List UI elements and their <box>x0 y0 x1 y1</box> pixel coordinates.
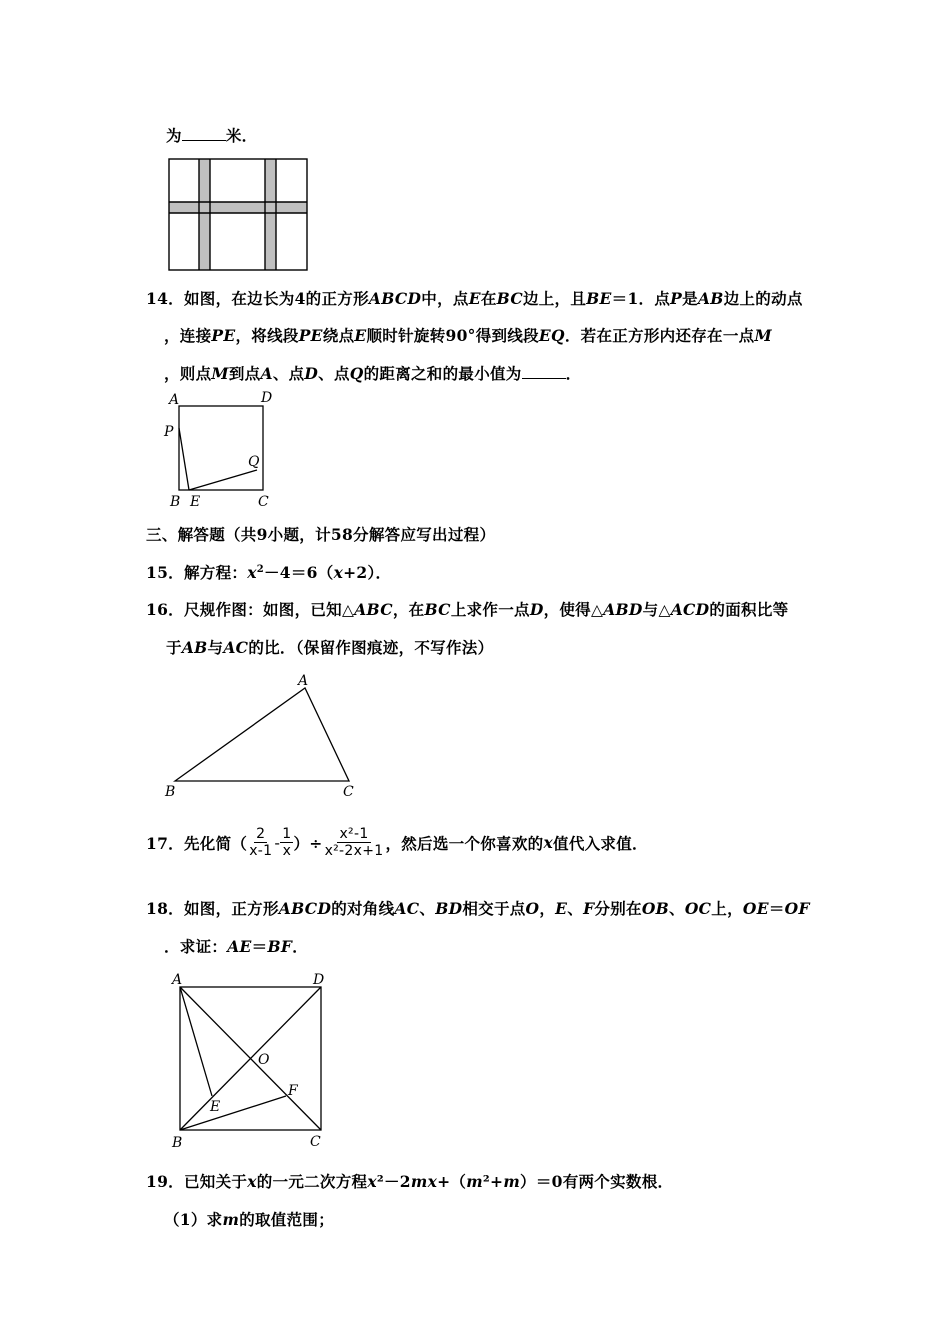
var: ABC <box>354 600 393 619</box>
label-c: C <box>258 494 269 510</box>
label-e: E <box>190 494 201 510</box>
q13-suffix: 米． <box>225 126 258 145</box>
var: D <box>304 364 319 383</box>
var: BE <box>586 289 612 308</box>
var: AE <box>227 937 252 956</box>
q18-text: ．求证： <box>164 937 228 956</box>
q16-text: 于 <box>166 638 182 657</box>
fraction-1 <box>247 826 274 859</box>
exponent: 2 <box>256 563 264 575</box>
var: PE <box>298 326 323 345</box>
answer-blank <box>182 140 226 141</box>
q18-number: 18． <box>146 899 184 918</box>
q14-number: 14． <box>146 289 184 308</box>
denominator: x²-2x+1 <box>324 843 384 859</box>
var: Q <box>349 364 364 383</box>
q19-text: ）＝0有两个实数根． <box>520 1172 674 1191</box>
var: m <box>466 1172 483 1191</box>
denominator: x-1 <box>249 843 273 859</box>
road-vertical-left <box>199 159 210 270</box>
q14-text: 顺时针旋转90°得到线段 <box>366 326 539 345</box>
var: F <box>583 899 595 918</box>
q18-figure <box>160 965 340 1151</box>
var: x <box>247 563 257 582</box>
q16-text: 上求作一点 <box>450 600 530 619</box>
q15 <box>146 561 391 583</box>
q16-figure <box>160 670 370 802</box>
q14-text: 绕点 <box>322 326 355 345</box>
q14-figure <box>160 388 280 512</box>
q16-number: 16． <box>146 600 184 619</box>
q16-text: 与△ <box>642 600 671 619</box>
q19-text: ²+ <box>482 1172 504 1191</box>
answer-blank <box>522 378 566 379</box>
q18-text: 分别在 <box>594 899 642 918</box>
var: AB <box>697 289 724 308</box>
var: E <box>468 289 481 308</box>
q14-text: 如图，在边长为4的正方形 <box>183 289 369 308</box>
q17-text: ，然后选一个你喜欢的 <box>385 833 544 853</box>
numerator: x²-1 <box>339 826 369 842</box>
fraction-2 <box>280 826 293 859</box>
q17 <box>146 826 648 859</box>
numerator: 1 <box>282 826 292 842</box>
var: E <box>354 326 367 345</box>
var: EQ <box>538 326 565 345</box>
q18-text: ＝ <box>768 899 785 918</box>
q18-text: 相交于点 <box>462 899 526 918</box>
q17-number: 17． <box>146 833 184 853</box>
q16-text: 的比．（保留作图痕迹，不写作法） <box>248 638 494 657</box>
q18-line1 <box>146 897 810 919</box>
q13-figure <box>168 158 312 273</box>
var: E <box>555 899 568 918</box>
denominator: x <box>282 843 292 859</box>
q14-text: 边上，且 <box>522 289 587 308</box>
var: AC <box>394 899 420 918</box>
label-o: O <box>258 1052 270 1068</box>
q14-text: 在 <box>480 289 497 308</box>
label-a: A <box>172 972 183 988</box>
var: AC <box>223 638 249 657</box>
q18-text: 、 <box>567 899 584 918</box>
q19-text: ²－2 <box>376 1172 411 1191</box>
q14-line1 <box>146 287 803 309</box>
q16-text: 与 <box>207 638 224 657</box>
q14-text: 到点 <box>228 364 261 383</box>
var: BC <box>496 289 523 308</box>
q18-text: ， <box>539 899 556 918</box>
q14-line3 <box>164 362 581 384</box>
q14-text: ，连接 <box>164 326 212 345</box>
q14-line2 <box>164 324 772 346</box>
q14-text: ． <box>565 364 582 383</box>
label-q: Q <box>248 454 260 470</box>
var: x <box>247 1172 257 1191</box>
q18-text: 的对角线 <box>331 899 395 918</box>
var: ACD <box>670 600 710 619</box>
road-vertical-right <box>265 159 276 270</box>
var: mx <box>410 1172 438 1191</box>
q14-text: 的距离之和的最小值为 <box>363 364 522 383</box>
q14-text: ，将线段 <box>235 326 299 345</box>
var: AB <box>181 638 208 657</box>
minus-sign: - <box>274 833 281 852</box>
var: ABCD <box>368 289 422 308</box>
q15-text: +2）． <box>343 563 392 582</box>
q17-text: ）÷ <box>293 833 323 853</box>
square-abcd <box>179 406 263 490</box>
var: OC <box>684 899 712 918</box>
q14-text: 、点 <box>318 364 350 383</box>
q14-text: ，则点 <box>164 364 212 383</box>
segment-eq <box>189 470 257 490</box>
q13-tail <box>166 124 257 146</box>
q14-text: 中，点 <box>421 289 469 308</box>
q16-text: ，在 <box>392 600 425 619</box>
q16-line1 <box>146 598 788 620</box>
label-c: C <box>343 784 354 800</box>
q17-text: 先化简（ <box>183 833 248 853</box>
q16-text: 的面积比等 <box>709 600 789 619</box>
var: PE <box>211 326 236 345</box>
q18-text: ＝ <box>251 937 268 956</box>
var: A <box>260 364 273 383</box>
var: x <box>333 563 344 582</box>
q13-prefix: 为 <box>166 126 182 145</box>
section-heading: 三、解答题（共9小题，计58分解答应写出过程） <box>146 525 496 544</box>
var: M <box>754 326 772 345</box>
q14-text: 边上的动点 <box>723 289 803 308</box>
var: M <box>211 364 229 383</box>
q18-text: 上， <box>711 899 743 918</box>
var: P <box>670 289 683 308</box>
label-b: B <box>165 784 176 800</box>
var: OE <box>742 899 769 918</box>
var: O <box>525 899 540 918</box>
q18-text: 如图，正方形 <box>183 899 279 918</box>
q18-line2 <box>164 935 308 957</box>
q19-sub1 <box>164 1208 334 1230</box>
q15-text: －4＝6（ <box>264 563 334 582</box>
q18-text: ． <box>292 937 308 956</box>
var: OB <box>641 899 670 918</box>
q19-text: 的一元二次方程 <box>256 1172 368 1191</box>
var: x <box>367 1172 377 1191</box>
label-p: P <box>164 424 174 440</box>
label-e: E <box>210 1099 221 1115</box>
triangle-abc <box>175 688 349 781</box>
q19-text: +（ <box>437 1172 467 1191</box>
label-d: D <box>261 390 273 406</box>
q14-text: ．若在正方形内还存在一点 <box>564 326 755 345</box>
var: ABD <box>603 600 643 619</box>
q18-text: 、 <box>419 899 436 918</box>
var: x <box>543 833 554 852</box>
label-a: A <box>298 673 309 689</box>
var: D <box>529 600 544 619</box>
q19-text: 的取值范围； <box>239 1210 335 1229</box>
q15-number: 15． <box>146 563 184 582</box>
numerator: 2 <box>256 826 266 842</box>
q19-text: （1）求 <box>164 1210 223 1229</box>
label-b: B <box>170 494 181 510</box>
label-a: A <box>169 392 180 408</box>
label-b: B <box>172 1135 183 1151</box>
road-horizontal <box>169 202 307 213</box>
q16-text: 尺规作图：如图，已知△ <box>183 600 355 619</box>
q17-text: 值代入求值． <box>553 833 648 853</box>
var: BC <box>424 600 451 619</box>
q14-text: 、点 <box>272 364 305 383</box>
q16-text: ，使得△ <box>543 600 604 619</box>
var: m <box>503 1172 521 1191</box>
q16-line2 <box>166 636 493 658</box>
q15-text: 解方程： <box>183 563 248 582</box>
q19-number: 19． <box>146 1172 184 1191</box>
var: BF <box>267 937 293 956</box>
q14-text: 是 <box>682 289 698 308</box>
var: ABCD <box>278 899 332 918</box>
q18-text: 、 <box>669 899 685 918</box>
segment-pe <box>179 428 189 490</box>
q14-text: ＝1．点 <box>611 289 671 308</box>
q19-line1 <box>146 1170 673 1192</box>
var: m <box>222 1210 240 1229</box>
fraction-3 <box>323 826 386 859</box>
var: OF <box>784 899 810 918</box>
label-d: D <box>313 972 325 988</box>
label-f: F <box>288 1083 298 1099</box>
label-c: C <box>310 1134 321 1150</box>
q19-text: 已知关于 <box>183 1172 248 1191</box>
var: BD <box>435 899 463 918</box>
